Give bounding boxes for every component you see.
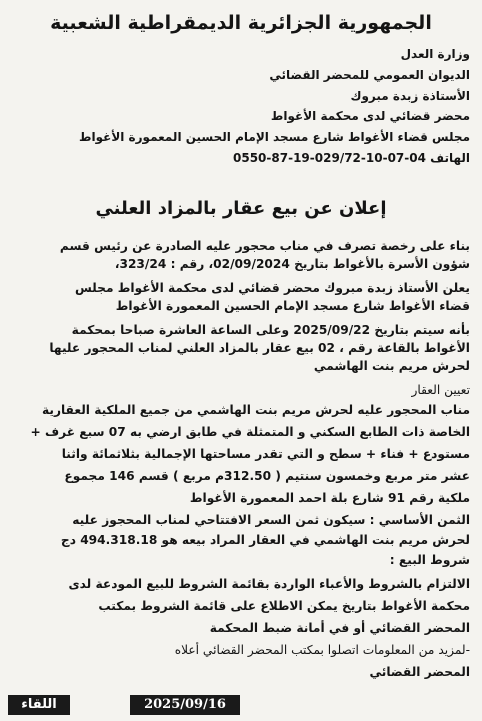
body-line-3: يعلن الأستاذ زبدة مبروك محضر قضائي لدى محكمة الأغواط مجلس: [74, 281, 470, 295]
body-line-12: عشر متر مربع وخمسون سنتيم ( 312.50م مربع ) قسم 146 مجموع: [64, 469, 470, 483]
signature-label: المحضر القضائي: [369, 665, 470, 679]
body-line-4: قضاء الأغواط شارع مسجد الإمام الحسين المعمورة الأغواط: [115, 299, 470, 313]
phone-label: الهاتف 04-07-10-029/72-19-87-0550: [233, 151, 470, 165]
body-line-7: لحرش مريم بنت الهاشمي: [313, 359, 470, 373]
body-line-9: مناب المحجور عليه لحرش مريم بنت الهاشمي من جميع الملكية العقارية: [41, 403, 470, 417]
office-label: الديوان العمومي للمحضر القضائي: [269, 68, 470, 82]
body-line-15: لحرش مريم بنت الهاشمي في العقار المراد بيعه هو 494.318.18 دج: [60, 533, 470, 547]
body-line-6: الأغواط بالقاعة رقم ، 02 بيع عقار بالمزاد العلني لمناب المحجور عليها: [49, 341, 470, 355]
body-line-13: ملكية رقم 91 شارع بلة احمد المعمورة الأغواط: [189, 491, 470, 505]
publication-date: 2025/09/16: [130, 695, 240, 715]
property-heading: تعيين العقار: [411, 383, 470, 397]
body-line-14: الثمن الأساسي : سيكون ثمن السعر الافتتاحي لمناب المحجوز عليه: [72, 513, 470, 527]
sale-conditions-heading: شروط البيع :: [389, 553, 470, 567]
body-line-2: شؤون الأسرة بالأغواط بتاريخ 02/09/2024، رقم : 323/24،: [114, 257, 470, 271]
body-line-5: بأنه سيتم بتاريخ 2025/09/22 وعلى الساعة العاشرة صباحا بمحكمة: [71, 323, 470, 337]
court-label: محضر قضائي لدى محكمة الأغواط: [270, 109, 470, 123]
body-line-19: المحضر القضائي أو في أمانة ضبط المحكمة: [209, 621, 470, 635]
announcement-title-text: إعلان عن بيع عقار بالمزاد العلني: [91, 198, 390, 219]
announcement-title: [0, 198, 482, 219]
body-line-18: محكمة الأغواط بتاريخ يمكن الاطلاع على قائمة الشروط بمكتب: [98, 599, 470, 613]
body-line-1: بناء على رخصة تصرف في مناب محجور عليه الصادرة عن رئيس قسم: [59, 239, 470, 253]
ministry-label: وزارة العدل: [400, 47, 470, 61]
body-line-20: -لمزيد من المعلومات اتصلوا بمكتب المحضر القضائي أعلاه: [174, 643, 470, 657]
body-line-17: الالتزام بالشروط والأعباء الواردة بقائمة الشروط للبيع المودعة لدى: [68, 577, 470, 591]
republic-title: الجمهورية الجزائرية الديمقراطية الشعبية: [50, 12, 432, 34]
body-line-11: مستودع + فناء + سطح و التي تقدر مساحتها الإجمالية بثلاثمائة واثنا: [61, 447, 470, 461]
address-label: مجلس قضاء الأغواط شارع مسجد الإمام الحسين المعمورة الأغواط: [79, 130, 470, 144]
bailiff-name: الأستاذة زبدة مبروك: [350, 89, 470, 103]
body-line-10: الخاصة ذات الطابع السكني و المتمثلة في طابق ارضي به 07 سبع غرف +: [30, 425, 470, 439]
newspaper-name: اللقاء: [8, 695, 70, 715]
